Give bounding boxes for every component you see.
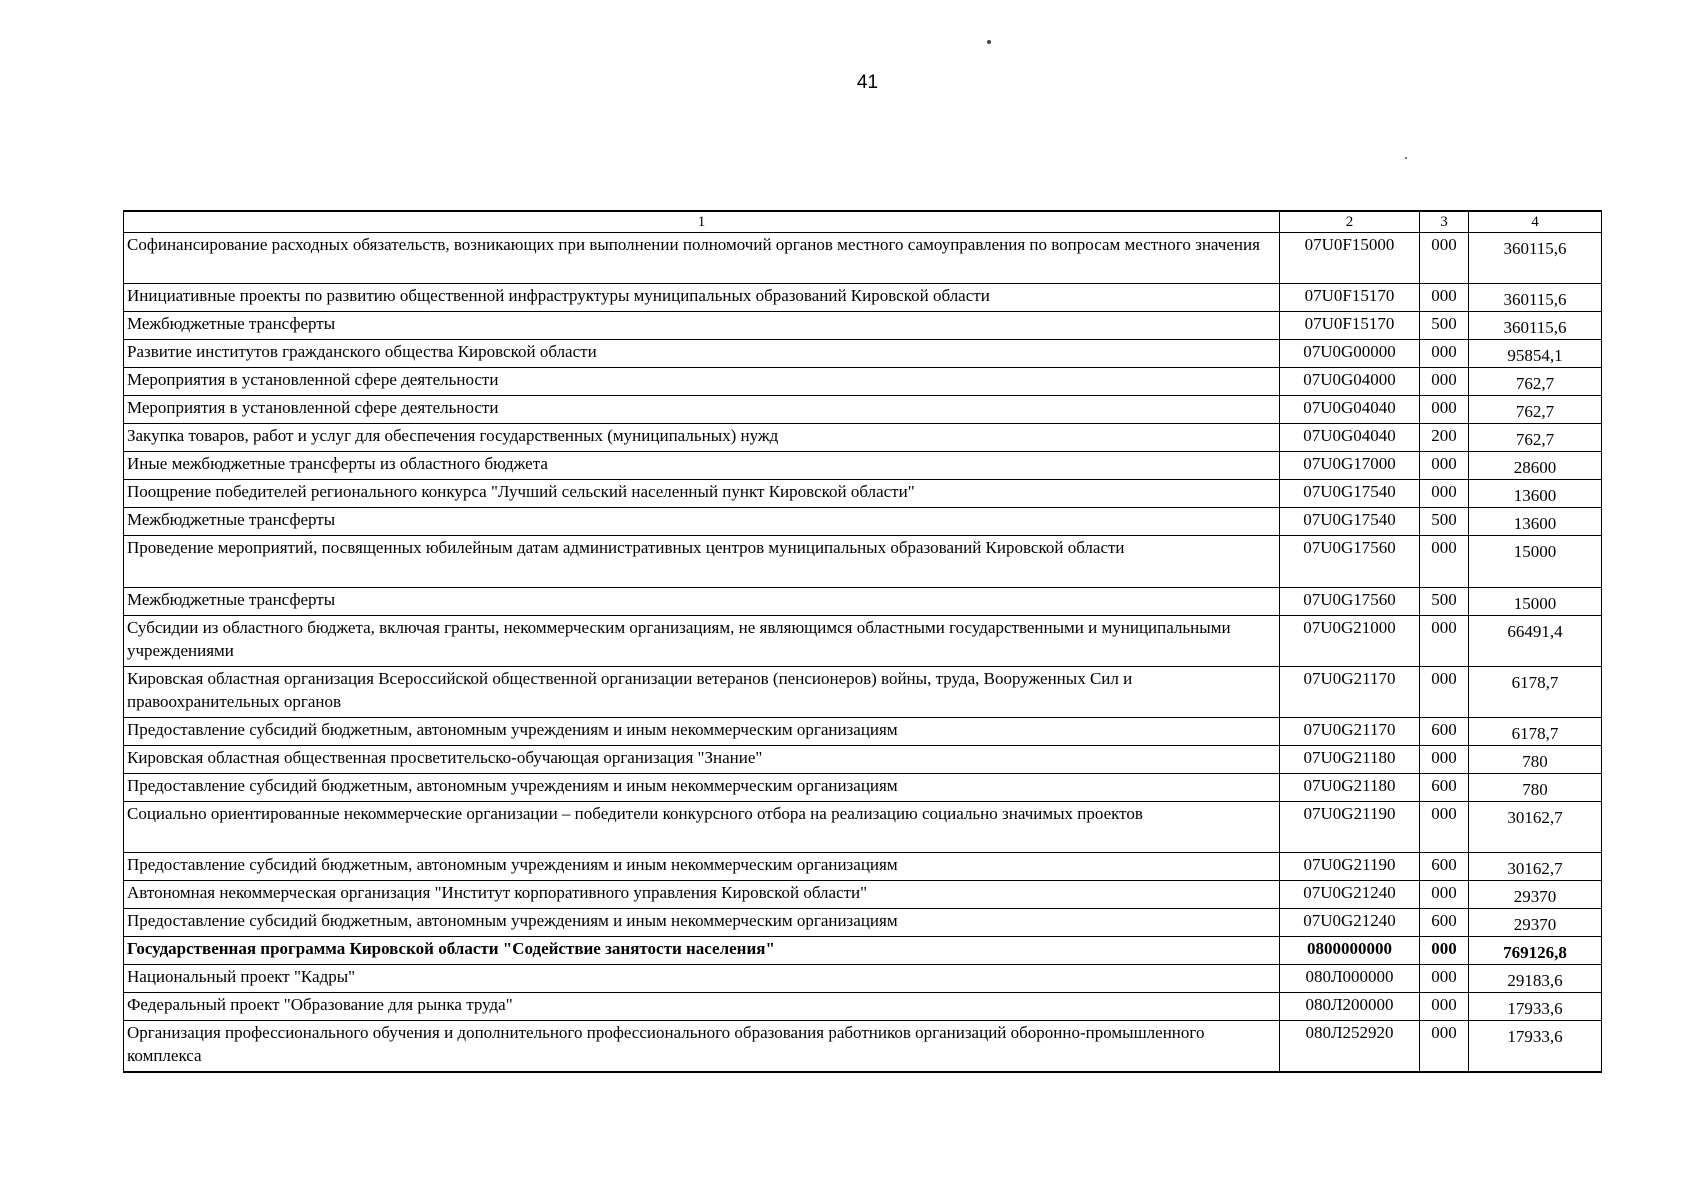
row-code-cell: 07U0G21240 xyxy=(1280,881,1420,909)
row-kind-cell: 000 xyxy=(1420,284,1469,312)
table-row xyxy=(124,424,1602,452)
row-code-cell: 07U0G04000 xyxy=(1280,368,1420,396)
table-row xyxy=(124,368,1602,396)
row-code-cell: 07U0G00000 xyxy=(1280,340,1420,368)
row-amount-cell: 13600 xyxy=(1469,508,1602,536)
table-row xyxy=(124,1021,1602,1073)
table-row xyxy=(124,588,1602,616)
row-name-cell: Закупка товаров, работ и услуг для обеспечения государственных (муниципальных) нужд xyxy=(124,424,1280,452)
row-name-cell: Автономная некоммерческая организация "Институт корпоративного управления Кировской области" xyxy=(124,881,1280,909)
row-amount-cell: 28600 xyxy=(1469,452,1602,480)
row-amount-cell: 6178,7 xyxy=(1469,718,1602,746)
table-row xyxy=(124,508,1602,536)
row-name-cell: Государственная программа Кировской области "Содействие занятости населения" xyxy=(124,937,1280,965)
table-row xyxy=(124,965,1602,993)
table-row xyxy=(124,480,1602,508)
row-code-cell: 07U0G17560 xyxy=(1280,588,1420,616)
row-kind-cell: 000 xyxy=(1420,340,1469,368)
row-kind-cell: 000 xyxy=(1420,993,1469,1021)
row-amount-cell: 6178,7 xyxy=(1469,667,1602,718)
row-amount-cell: 30162,7 xyxy=(1469,802,1602,853)
row-name-cell: Поощрение победителей регионального конкурса "Лучший сельский населенный пункт Кировской области" xyxy=(124,480,1280,508)
row-kind-cell: 000 xyxy=(1420,881,1469,909)
table-row xyxy=(124,667,1602,718)
row-kind-cell: 000 xyxy=(1420,616,1469,667)
row-kind-cell: 600 xyxy=(1420,909,1469,937)
row-name-cell: Межбюджетные трансферты xyxy=(124,508,1280,536)
row-kind-cell: 000 xyxy=(1420,368,1469,396)
row-name-cell: Проведение мероприятий, посвященных юбилейным датам административных центров муниципальных образований Кировской области xyxy=(124,536,1280,588)
row-code-cell: 07U0G21180 xyxy=(1280,774,1420,802)
row-name-cell: Кировская областная организация Всероссийской общественной организации ветеранов (пенсионеров) войны, труда, Вооруженных Сил и правоохранительных органов xyxy=(124,667,1280,718)
row-kind-cell: 000 xyxy=(1420,233,1469,284)
row-name-cell: Мероприятия в установленной сфере деятельности xyxy=(124,368,1280,396)
row-kind-cell: 600 xyxy=(1420,718,1469,746)
table-header-row xyxy=(124,211,1602,233)
row-code-cell: 07U0F15000 xyxy=(1280,233,1420,284)
row-amount-cell: 15000 xyxy=(1469,536,1602,588)
table-row xyxy=(124,284,1602,312)
row-kind-cell: 600 xyxy=(1420,774,1469,802)
row-name-cell: Предоставление субсидий бюджетным, автономным учреждениям и иным некоммерческим организациям xyxy=(124,853,1280,881)
row-code-cell: 07U0G04040 xyxy=(1280,396,1420,424)
row-amount-cell: 762,7 xyxy=(1469,396,1602,424)
row-code-cell: 07U0G21000 xyxy=(1280,616,1420,667)
scan-speck xyxy=(1405,157,1407,159)
row-code-cell: 080Л252920 xyxy=(1280,1021,1420,1073)
row-name-cell: Межбюджетные трансферты xyxy=(124,312,1280,340)
row-amount-cell: 762,7 xyxy=(1469,424,1602,452)
row-kind-cell: 000 xyxy=(1420,937,1469,965)
row-kind-cell: 000 xyxy=(1420,667,1469,718)
row-kind-cell: 200 xyxy=(1420,424,1469,452)
row-kind-cell: 000 xyxy=(1420,746,1469,774)
header-col-4: 4 xyxy=(1469,211,1602,233)
row-code-cell: 07U0G21190 xyxy=(1280,802,1420,853)
row-amount-cell: 29183,6 xyxy=(1469,965,1602,993)
table-row xyxy=(124,853,1602,881)
row-code-cell: 0800000000 xyxy=(1280,937,1420,965)
row-name-cell: Организация профессионального обучения и дополнительного профессионального образования работников организаций оборонно-промышленного комплекса xyxy=(124,1021,1280,1073)
header-col-1: 1 xyxy=(124,211,1280,233)
budget-table xyxy=(123,210,1602,1073)
scan-speck xyxy=(987,40,991,44)
row-kind-cell: 000 xyxy=(1420,396,1469,424)
row-name-cell: Софинансирование расходных обязательств, возникающих при выполнении полномочий органов местного самоуправления по вопросам местного значения xyxy=(124,233,1280,284)
table-row xyxy=(124,881,1602,909)
row-name-cell: Социально ориентированные некоммерческие организации – победители конкурсного отбора на реализацию социально значимых проектов xyxy=(124,802,1280,853)
row-name-cell: Инициативные проекты по развитию общественной инфраструктуры муниципальных образований Кировской области xyxy=(124,284,1280,312)
row-code-cell: 07U0G21170 xyxy=(1280,718,1420,746)
row-kind-cell: 500 xyxy=(1420,508,1469,536)
table-row xyxy=(124,774,1602,802)
table-row xyxy=(124,340,1602,368)
row-name-cell: Предоставление субсидий бюджетным, автономным учреждениям и иным некоммерческим организациям xyxy=(124,718,1280,746)
table-body xyxy=(124,233,1602,1073)
row-amount-cell: 360115,6 xyxy=(1469,312,1602,340)
table-row xyxy=(124,909,1602,937)
row-amount-cell: 780 xyxy=(1469,746,1602,774)
row-code-cell: 07U0F15170 xyxy=(1280,312,1420,340)
row-kind-cell: 000 xyxy=(1420,480,1469,508)
row-amount-cell: 360115,6 xyxy=(1469,233,1602,284)
table-row xyxy=(124,993,1602,1021)
row-name-cell: Мероприятия в установленной сфере деятельности xyxy=(124,396,1280,424)
table-row xyxy=(124,937,1602,965)
table-row xyxy=(124,312,1602,340)
header-col-2: 2 xyxy=(1280,211,1420,233)
row-name-cell: Федеральный проект "Образование для рынка труда" xyxy=(124,993,1280,1021)
row-kind-cell: 000 xyxy=(1420,965,1469,993)
row-code-cell: 07U0G17540 xyxy=(1280,508,1420,536)
row-name-cell: Субсидии из областного бюджета, включая гранты, некоммерческим организациям, не являющимся областными государственными и муниципальными учреждениями xyxy=(124,616,1280,667)
row-amount-cell: 95854,1 xyxy=(1469,340,1602,368)
row-code-cell: 07U0G21240 xyxy=(1280,909,1420,937)
row-amount-cell: 360115,6 xyxy=(1469,284,1602,312)
row-amount-cell: 17933,6 xyxy=(1469,993,1602,1021)
page-number: 41 xyxy=(856,72,879,93)
row-amount-cell: 17933,6 xyxy=(1469,1021,1602,1073)
row-code-cell: 07U0G04040 xyxy=(1280,424,1420,452)
row-code-cell: 07U0G21190 xyxy=(1280,853,1420,881)
table-row xyxy=(124,802,1602,853)
row-amount-cell: 769126,8 xyxy=(1469,937,1602,965)
table-row xyxy=(124,452,1602,480)
row-amount-cell: 13600 xyxy=(1469,480,1602,508)
table-row xyxy=(124,746,1602,774)
row-name-cell: Предоставление субсидий бюджетным, автономным учреждениям и иным некоммерческим организациям xyxy=(124,909,1280,937)
row-amount-cell: 762,7 xyxy=(1469,368,1602,396)
row-kind-cell: 000 xyxy=(1420,1021,1469,1073)
row-code-cell: 07U0G21180 xyxy=(1280,746,1420,774)
row-name-cell: Кировская областная общественная просветительско-обучающая организация "Знание" xyxy=(124,746,1280,774)
row-name-cell: Предоставление субсидий бюджетным, автономным учреждениям и иным некоммерческим организациям xyxy=(124,774,1280,802)
row-code-cell: 07U0G21170 xyxy=(1280,667,1420,718)
row-amount-cell: 30162,7 xyxy=(1469,853,1602,881)
row-kind-cell: 500 xyxy=(1420,588,1469,616)
row-name-cell: Развитие институтов гражданского общества Кировской области xyxy=(124,340,1280,368)
row-code-cell: 07U0F15170 xyxy=(1280,284,1420,312)
table-row xyxy=(124,536,1602,588)
row-code-cell: 080Л000000 xyxy=(1280,965,1420,993)
row-code-cell: 07U0G17560 xyxy=(1280,536,1420,588)
table-row xyxy=(124,396,1602,424)
row-code-cell: 07U0G17000 xyxy=(1280,452,1420,480)
row-kind-cell: 600 xyxy=(1420,853,1469,881)
table-row xyxy=(124,718,1602,746)
table-row xyxy=(124,616,1602,667)
row-code-cell: 080Л200000 xyxy=(1280,993,1420,1021)
row-amount-cell: 15000 xyxy=(1469,588,1602,616)
header-col-3: 3 xyxy=(1420,211,1469,233)
row-name-cell: Межбюджетные трансферты xyxy=(124,588,1280,616)
row-amount-cell: 66491,4 xyxy=(1469,616,1602,667)
row-name-cell: Иные межбюджетные трансферты из областного бюджета xyxy=(124,452,1280,480)
row-code-cell: 07U0G17540 xyxy=(1280,480,1420,508)
row-name-cell: Национальный проект "Кадры" xyxy=(124,965,1280,993)
row-amount-cell: 780 xyxy=(1469,774,1602,802)
row-amount-cell: 29370 xyxy=(1469,881,1602,909)
row-kind-cell: 500 xyxy=(1420,312,1469,340)
row-amount-cell: 29370 xyxy=(1469,909,1602,937)
row-kind-cell: 000 xyxy=(1420,452,1469,480)
row-kind-cell: 000 xyxy=(1420,802,1469,853)
table-row xyxy=(124,233,1602,284)
row-kind-cell: 000 xyxy=(1420,536,1469,588)
